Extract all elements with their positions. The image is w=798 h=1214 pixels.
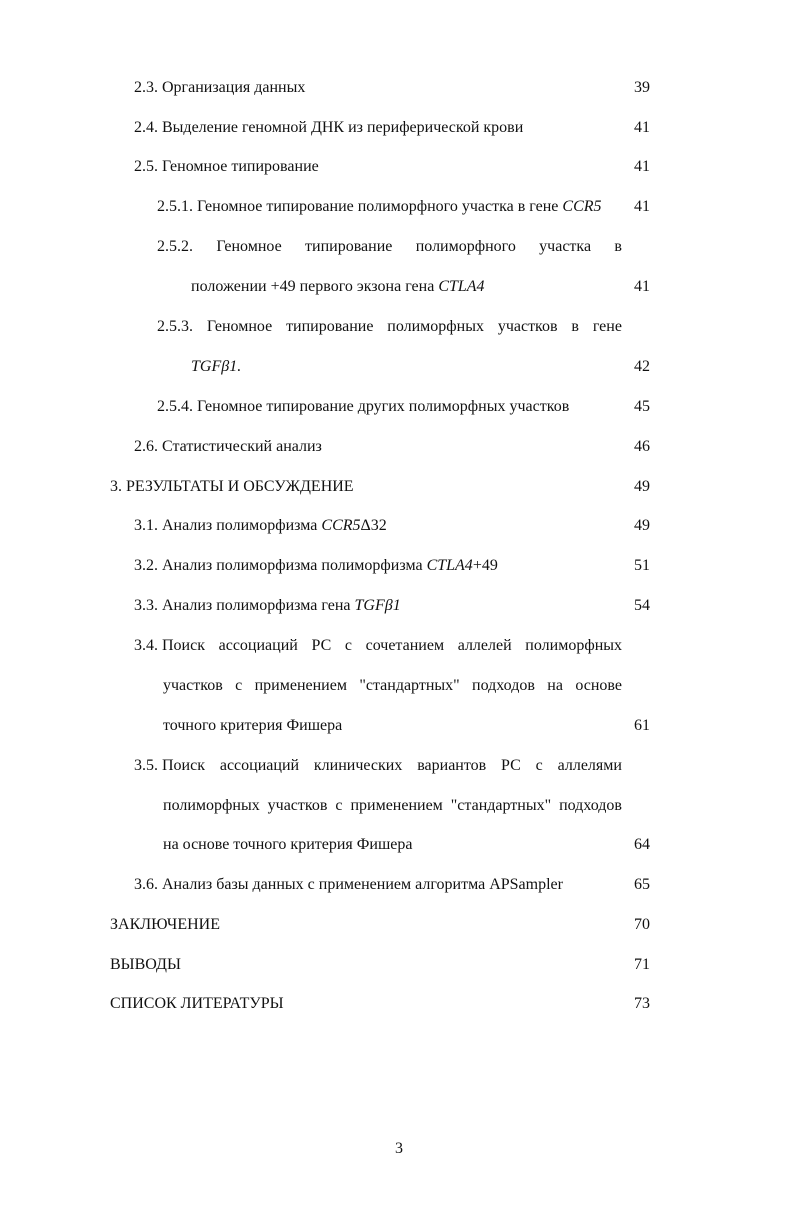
toc-page-conclusion: 70	[634, 916, 650, 933]
page-number: 3	[395, 1140, 403, 1157]
toc-page-2-5-3: 42	[634, 358, 650, 375]
toc-page-2-6: 46	[634, 438, 650, 455]
toc-page-3: 49	[634, 478, 650, 495]
toc-entry-3-4: 3.4. Поиск ассоциаций РС с сочетанием аллелей полиморфных	[134, 637, 622, 654]
toc-page-3-4: 61	[634, 717, 650, 734]
toc-entry-2-6: 2.6. Статистический анализ	[134, 438, 322, 455]
toc-page-3-1: 49	[634, 517, 650, 534]
toc-entry-2-3: 2.3. Организация данных	[134, 79, 306, 96]
toc-entry-3-2: 3.2. Анализ полиморфизма полиморфизма CTLA4+49	[134, 557, 498, 574]
toc-entry-3-3: 3.3. Анализ полиморфизма гена TGFβ1	[134, 597, 401, 614]
toc-entry-2-5: 2.5. Геномное типирование	[134, 158, 319, 175]
toc-page-2-5-2: 41	[634, 278, 650, 295]
toc-page-3-5: 64	[634, 836, 650, 853]
toc-entry-findings: ВЫВОДЫ	[110, 956, 181, 973]
toc-entry-2-4: 2.4. Выделение геномной ДНК из периферической крови	[134, 119, 524, 136]
toc-page-3-3: 54	[634, 597, 650, 614]
toc-entry-3-4-cont2: точного критерия Фишера	[163, 717, 343, 734]
toc-entry-3-5-cont: полиморфных участков с применением "стандартных" подходов	[163, 797, 622, 814]
toc-entry-3: 3. РЕЗУЛЬТАТЫ И ОБСУЖДЕНИЕ	[110, 478, 354, 495]
toc-page-findings: 71	[634, 956, 650, 973]
toc-entry-2-5-3-cont: TGFβ1.	[191, 358, 242, 375]
toc-entry-2-5-3: 2.5.3. Геномное типирование полиморфных участков в гене	[157, 318, 622, 335]
toc-entry-3-5-cont2: на основе точного критерия Фишера	[163, 836, 413, 853]
toc-page-references: 73	[634, 995, 650, 1012]
toc-entry-3-6: 3.6. Анализ базы данных с применением алгоритма APSampler	[134, 876, 563, 893]
toc-entry-2-5-2-cont: положении +49 первого экзона гена CTLA4	[191, 278, 485, 295]
toc-page-2-3: 39	[634, 79, 650, 96]
toc-page-2-5: 41	[634, 158, 650, 175]
toc-entry-2-5-4: 2.5.4. Геномное типирование других полиморфных участков	[157, 398, 570, 415]
toc-entry-3-4-cont: участков с применением "стандартных" подходов на основе	[163, 677, 622, 694]
toc-page-3-2: 51	[634, 557, 650, 574]
toc-entry-2-5-2: 2.5.2. Геномное типирование полиморфного участка в	[157, 238, 622, 255]
toc-page-3-6: 65	[634, 876, 650, 893]
toc-entry-3-1: 3.1. Анализ полиморфизма CCR5Δ32	[134, 517, 387, 534]
toc-page-2-4: 41	[634, 119, 650, 136]
toc-entry-conclusion: ЗАКЛЮЧЕНИЕ	[110, 916, 220, 933]
toc-entry-2-5-1: 2.5.1. Геномное типирование полиморфного участка в гене CCR5	[157, 198, 602, 215]
toc-page-2-5-4: 45	[634, 398, 650, 415]
toc-page-2-5-1: 41	[634, 198, 650, 215]
toc-entry-3-5: 3.5. Поиск ассоциаций клинических вариантов РС с аллелями	[134, 757, 622, 774]
toc-entry-references: СПИСОК ЛИТЕРАТУРЫ	[110, 995, 284, 1012]
